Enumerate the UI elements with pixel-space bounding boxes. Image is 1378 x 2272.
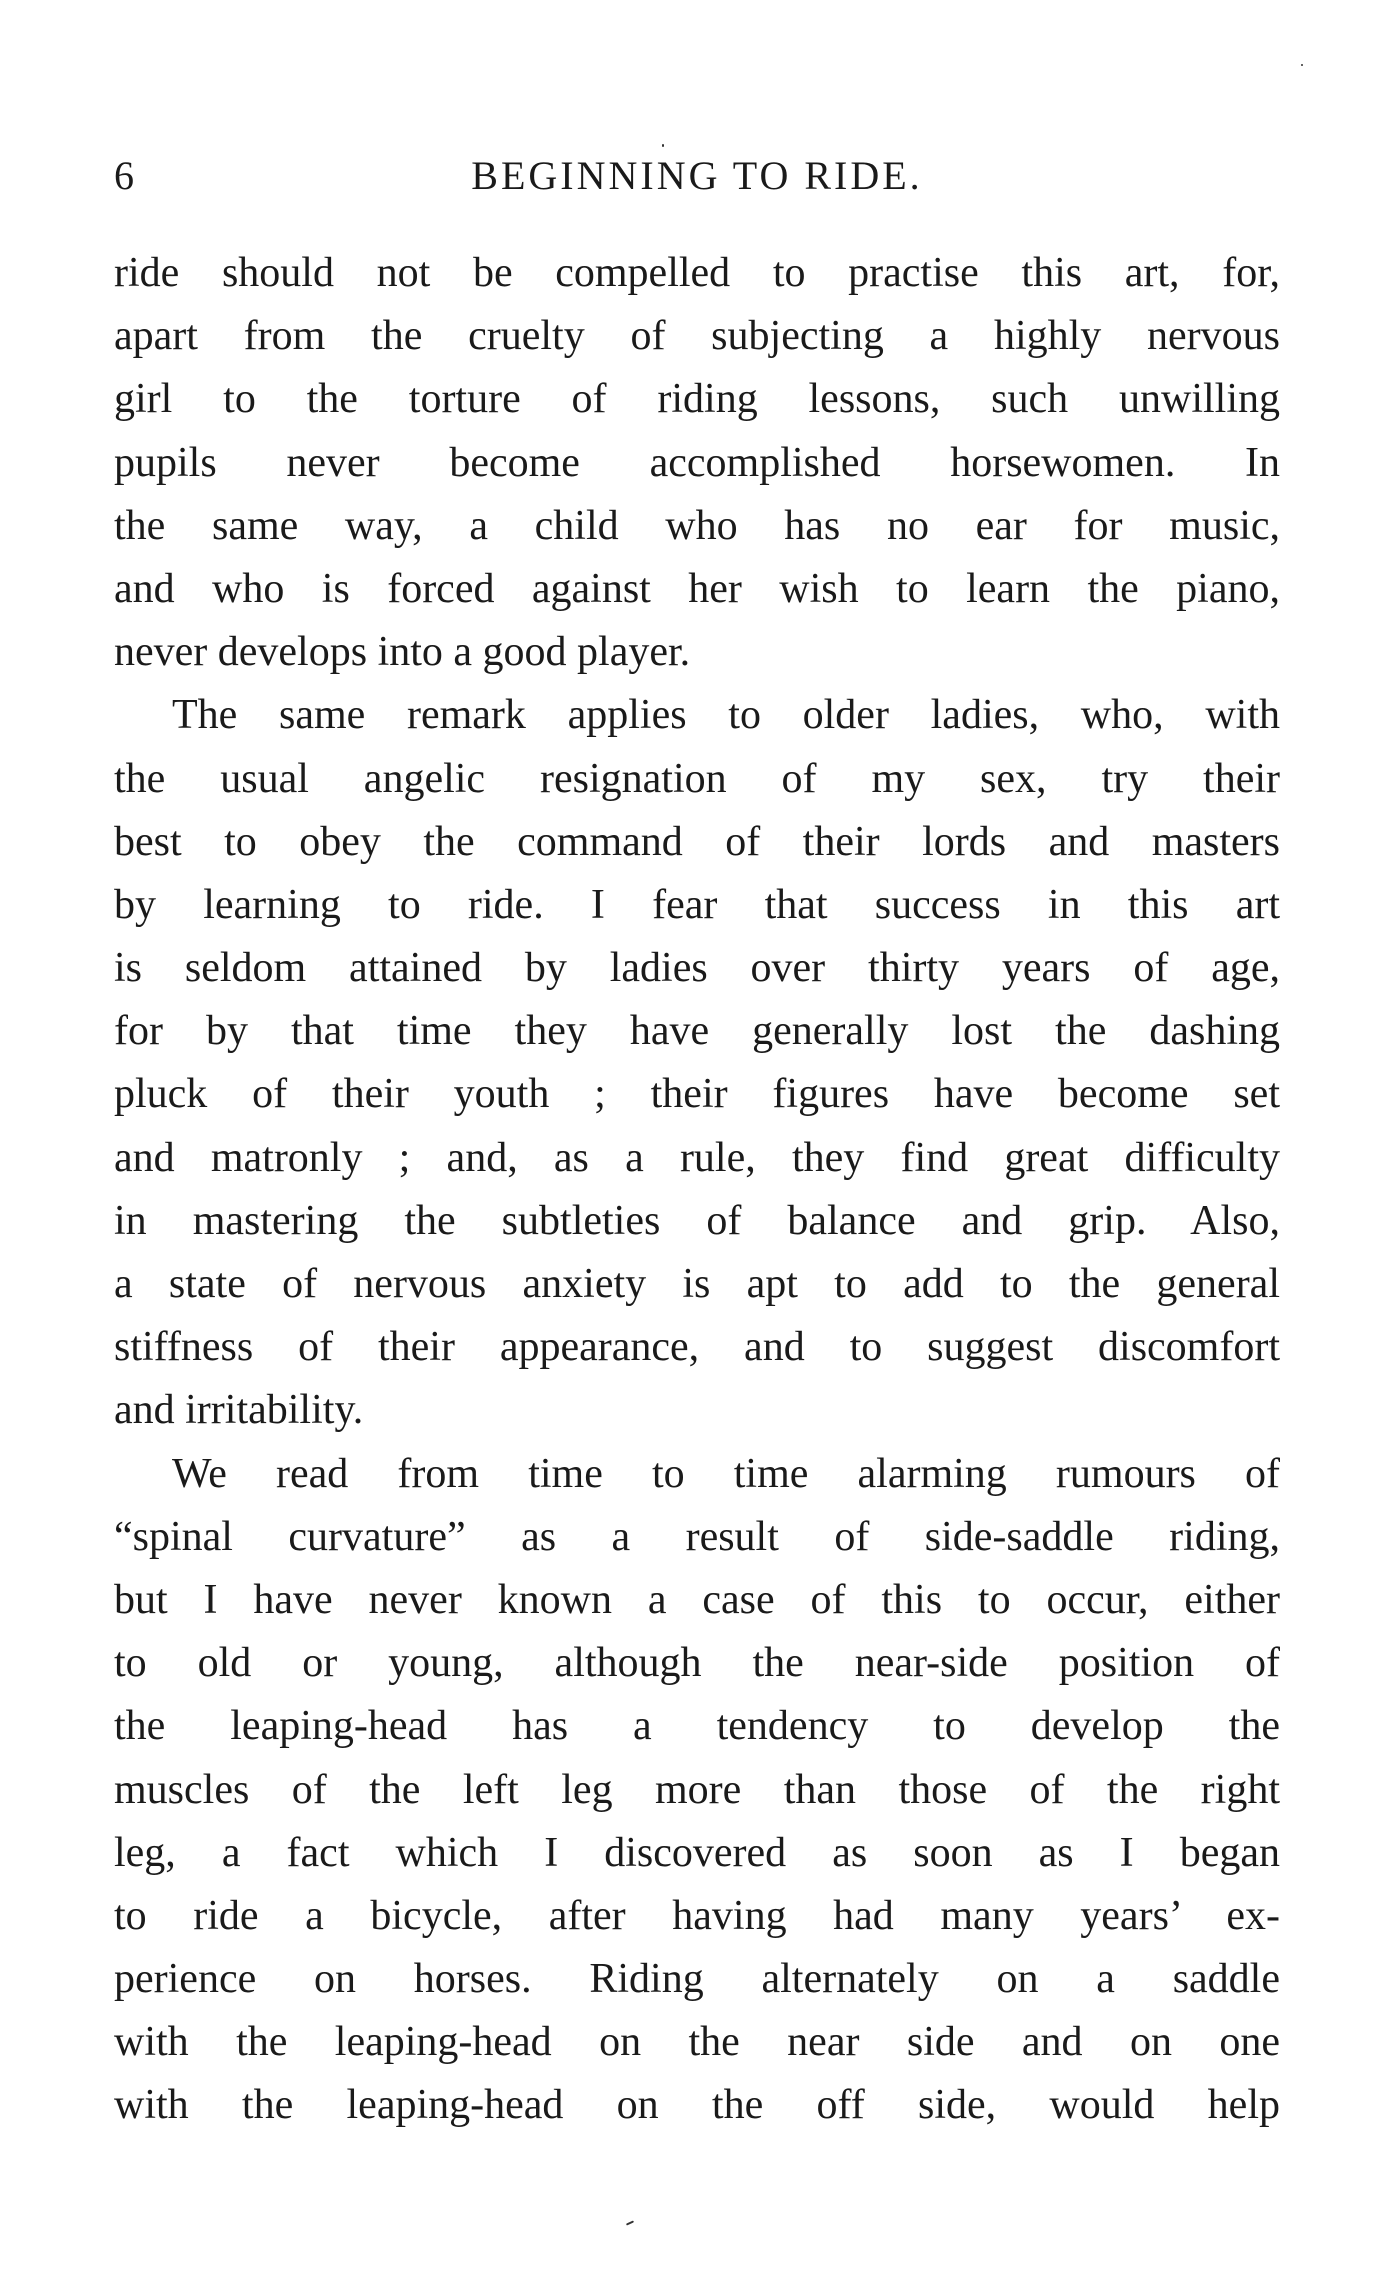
text-line: perience on horses. Riding alternately on a saddle [114, 1956, 1280, 2003]
text-line: apart from the cruelty of subjecting a highly nervous [114, 313, 1280, 360]
text-line: in mastering the subtleties of balance and grip. Also, [114, 1197, 1280, 1244]
text-line: a state of nervous anxiety is apt to add to the general [114, 1261, 1280, 1307]
page-body-text [114, 242, 1280, 2138]
text-line: pluck of their youth ; their figures have become set [114, 1071, 1280, 1118]
text-line: to old or young, although the near-side position of [114, 1640, 1280, 1687]
text-line: never develops into a good player. [114, 629, 691, 676]
text-line: “spinal curvature” as a result of side-saddle riding, [114, 1513, 1280, 1560]
text-line: best to obey the command of their lords and masters [114, 818, 1280, 865]
text-line: The same remark applies to older ladies, who, with [172, 692, 1280, 739]
text-line: and matronly ; and, as a rule, they find great difficulty [114, 1134, 1280, 1181]
text-line: stiffness of their appearance, and to suggest discomfort [114, 1324, 1280, 1371]
text-line: with the leaping-head on the off side, would help [114, 2082, 1280, 2129]
text-line: girl to the torture of riding lessons, such unwilling [114, 376, 1280, 423]
scan-speck [1301, 64, 1303, 66]
text-line: ride should not be compelled to practise this art, for, [114, 250, 1280, 296]
text-line: pupils never become accomplished horsewomen. In [114, 439, 1280, 486]
text-line: is seldom attained by ladies over thirty years of age, [114, 945, 1280, 992]
text-line: but I have never known a case of this to occur, either [114, 1576, 1280, 1623]
text-line: to ride a bicycle, after having had many years’ ex- [114, 1892, 1280, 1939]
running-header [114, 152, 1280, 212]
text-line: for by that time they have generally lost the dashing [114, 1008, 1280, 1055]
text-line: and who is forced against her wish to learn the piano, [114, 565, 1280, 612]
text-line: and irritability. [114, 1387, 364, 1434]
text-line: We read from time to time alarming rumours of [172, 1450, 1280, 1497]
text-line: the same way, a child who has no ear for music, [114, 502, 1280, 549]
text-line: muscles of the left leg more than those of the right [114, 1766, 1280, 1813]
text-line: the leaping-head has a tendency to develop the [114, 1703, 1280, 1750]
text-line: with the leaping-head on the near side and on one [114, 2019, 1280, 2066]
scan-speck [626, 2220, 634, 2225]
running-title: BEGINNING TO RIDE. [471, 153, 923, 198]
text-line: the usual angelic resignation of my sex, try their [114, 755, 1280, 802]
text-line: by learning to ride. I fear that success in this art [114, 881, 1280, 928]
scan-speck [662, 144, 664, 147]
page-number: 6 [114, 153, 134, 198]
text-line: leg, a fact which I discovered as soon as I began [114, 1829, 1280, 1876]
